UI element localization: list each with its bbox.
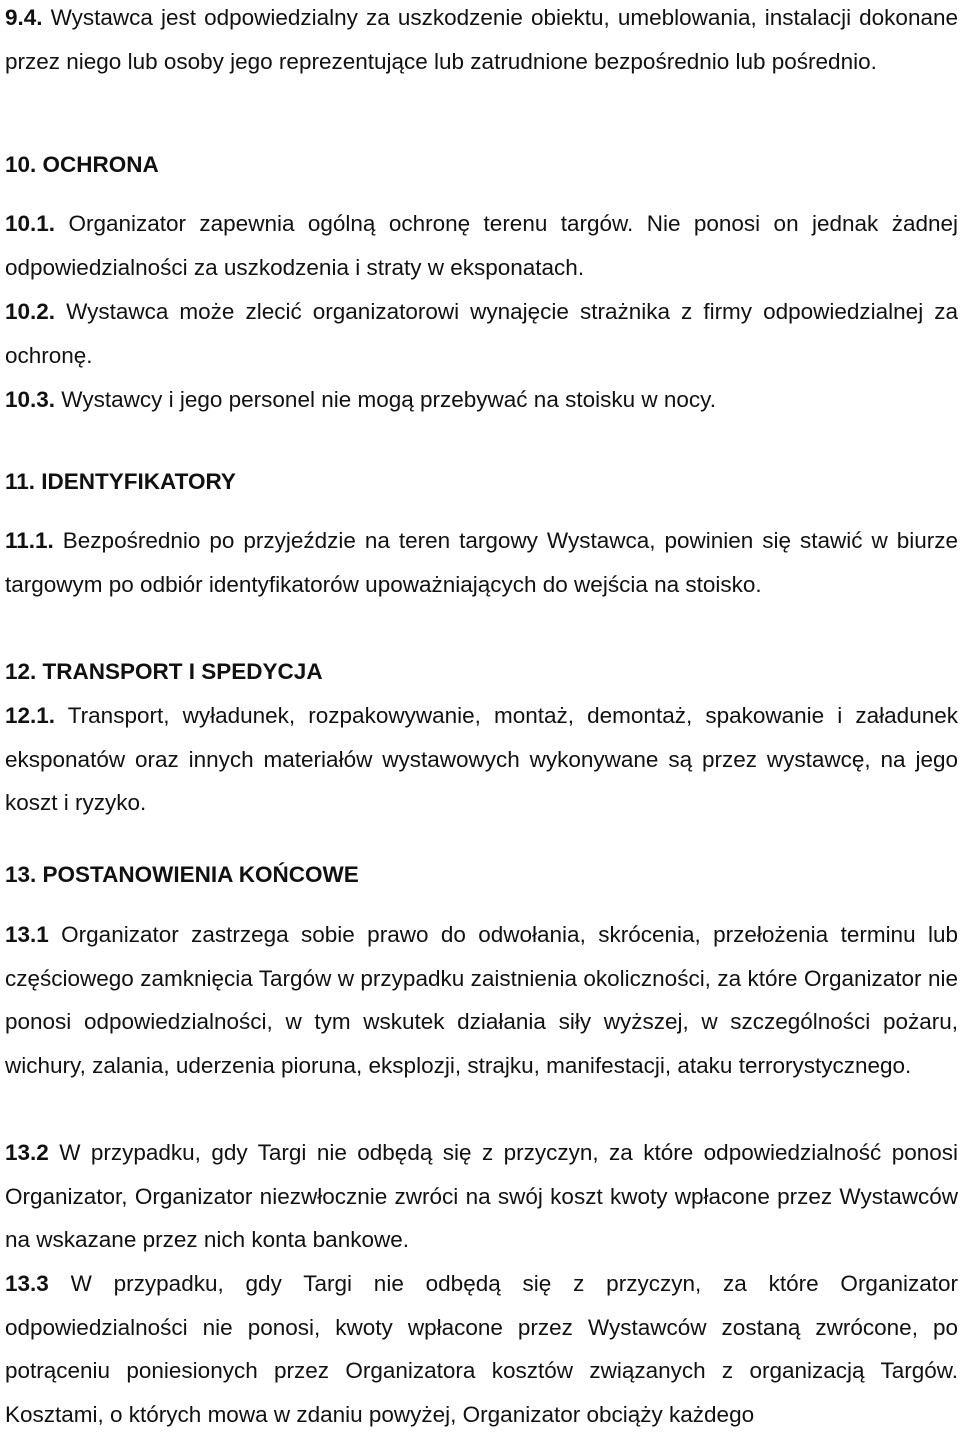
paragraph-10-1: [5, 202, 958, 289]
paragraph-text: Wystawca jest odpowiedzialny za uszkodzenie obiektu, umeblowania, instalacji dokonane przez niego lub osoby jego reprezentujące lub zatrudnione bezpośrednio lub pośrednio.: [5, 5, 958, 74]
section-number: 10.2.: [5, 299, 56, 324]
paragraph-text: Organizator zastrzega sobie prawo do odwołania, skrócenia, przełożenia terminu lub częściowego zamknięcia Targów w przypadku zaistnienia okoliczności, za które Organizator nie ponosi odpowiedzialności, w tym wskutek działania siły wyższej, w szczególności pożaru, wichury, zalania, uderzenia pioruna, eksplozji, strajku, manifestacji, ataku terrorystycznego.: [5, 922, 958, 1078]
paragraph-text: Bezpośrednio po przyjeździe na teren targowy Wystawca, powinien się stawić w biurze targowym po odbiór identyfikatorów upoważniających do wejścia na stoisko.: [5, 528, 958, 597]
paragraph-text: Transport, wyładunek, rozpakowywanie, montaż, demontaż, spakowanie i załadunek eksponatów oraz innych materiałów wystawowych wykonywane są przez wystawcę, na jego koszt i ryzyko.: [5, 703, 958, 816]
section-number: 12.1.: [5, 703, 56, 728]
section-number: 10.3.: [5, 387, 56, 412]
paragraph-text: Wystawca może zlecić organizatorowi wynajęcie strażnika z firmy odpowiedzialnej za ochronę.: [5, 299, 958, 368]
section-number: 9.4.: [5, 5, 43, 30]
heading-13-postanowienia: 13. POSTANOWIENIA KOŃCOWE: [5, 862, 359, 887]
paragraph-text: Wystawcy i jego personel nie mogą przebywać na stoisku w nocy.: [55, 387, 716, 412]
heading-11-identyfikatory: 11. IDENTYFIKATORY: [5, 469, 236, 494]
section-number: 13.3: [5, 1271, 49, 1296]
paragraph-13-2: [5, 1131, 958, 1262]
section-number: 13.1: [5, 922, 49, 947]
paragraph-11-1: [5, 519, 958, 606]
paragraph-text: Organizator zapewnia ogólną ochronę terenu targów. Nie ponosi on jednak żadnej odpowiedzialności za uszkodzenia i straty w eksponatach.: [5, 211, 958, 280]
paragraph-12-1: [5, 694, 958, 825]
section-number: 11.1.: [5, 528, 54, 553]
paragraph-10-2: [5, 290, 958, 377]
paragraph-text: W przypadku, gdy Targi nie odbędą się z przyczyn, za które odpowiedzialność ponosi Organizator, Organizator niezwłocznie zwróci na swój koszt kwoty wpłacone przez Wystawców na wskazane przez nich konta bankowe.: [5, 1140, 958, 1253]
paragraph-13-3: [5, 1262, 958, 1436]
paragraph-text: W przypadku, gdy Targi nie odbędą się z przyczyn, za które Organizator odpowiedzialności nie ponosi, kwoty wpłacone przez Wystawców zostaną zwrócone, po potrąceniu poniesionych przez Organizatora kosztów związanych z organizacją Targów. Kosztami, o których mowa w zdaniu powyżej, Organizator obciąży każdego: [5, 1271, 958, 1427]
heading-12-transport: 12. TRANSPORT I SPEDYCJA: [5, 659, 323, 684]
paragraph-10-3: [5, 378, 958, 422]
paragraph-9-4: [5, 0, 958, 83]
section-number: 10.1.: [5, 211, 56, 236]
heading-10-ochrona: 10. OCHRONA: [5, 152, 159, 177]
paragraph-13-1: [5, 913, 958, 1087]
section-number: 13.2: [5, 1140, 49, 1165]
